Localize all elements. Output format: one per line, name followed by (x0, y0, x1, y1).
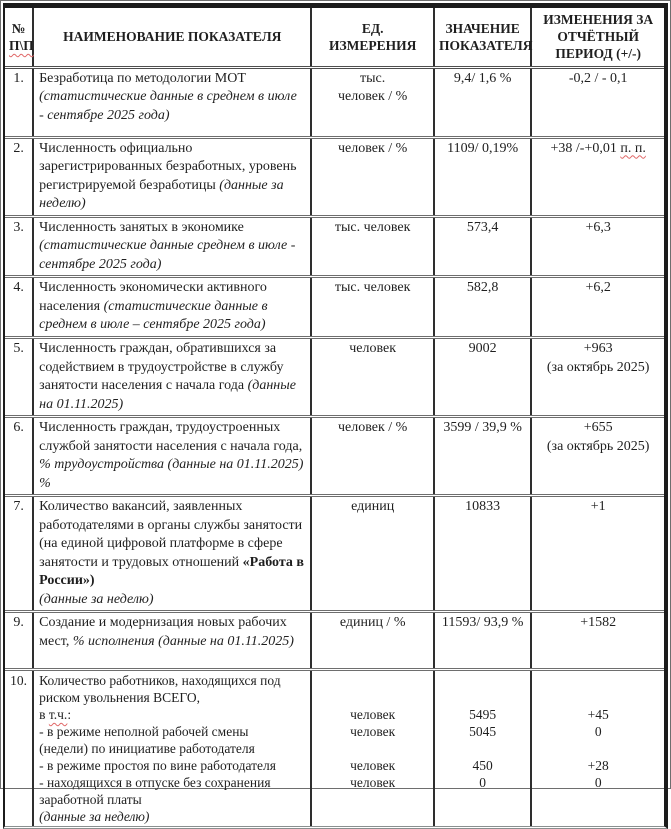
num-cell (5, 417, 33, 496)
text-segment: 10833 (465, 499, 501, 514)
text-segment: тыс. человек (334, 280, 411, 295)
text-line (536, 498, 660, 517)
text-line (316, 498, 429, 517)
change-cell (531, 67, 664, 137)
text-line (316, 219, 429, 238)
row-number: 4. (13, 280, 24, 295)
text-line (39, 689, 304, 706)
text-line (316, 70, 429, 89)
text-segment: 9,4/ 1,6 % (453, 70, 512, 86)
value-cell (434, 277, 531, 338)
value-cell (434, 67, 531, 137)
text-line (439, 672, 526, 689)
value-cell (434, 612, 531, 670)
text-line (438, 37, 533, 54)
text-line (39, 498, 304, 591)
text-line (39, 614, 304, 651)
change-cell (531, 137, 664, 216)
row-number: 2. (13, 140, 24, 156)
value-cell (434, 216, 531, 277)
text-segment: 9002 (468, 341, 497, 356)
text-segment: - находящихся в отпуске без сохранения (39, 775, 271, 790)
text-segment: % исполнения (данные на 01.11.2025) (72, 633, 294, 649)
text-segment: Численность экономически активного населения (39, 280, 267, 314)
text-line (439, 140, 526, 159)
text-segment: человек (350, 758, 396, 773)
num-cell (5, 612, 33, 670)
row-number: 10. (10, 673, 27, 688)
num-cell (5, 8, 33, 67)
header-row (5, 8, 664, 67)
text-line (536, 359, 660, 378)
text-segment: (данные на 01.11.2025) (39, 378, 296, 412)
num-cell (5, 338, 33, 417)
text-line (316, 419, 429, 438)
text-line (316, 774, 429, 791)
text-line (439, 723, 526, 740)
text-line (439, 774, 526, 791)
text-line (39, 791, 304, 808)
text-segment: риском увольнения ВСЕГО, (39, 690, 200, 705)
table-header (5, 8, 664, 67)
table-row (5, 277, 664, 338)
change-cell (531, 8, 664, 67)
text-line (536, 11, 660, 28)
text-line (536, 808, 660, 825)
text-line (316, 791, 429, 808)
text-segment: НАИМЕНОВАНИЕ ПОКАЗАТЕЛЯ (63, 29, 282, 45)
text-line (39, 672, 304, 689)
text-segment: ПОКАЗАТЕЛЯ (438, 37, 533, 53)
text-segment: -0,2 / - 0,1 (568, 70, 628, 86)
text-line (536, 740, 660, 757)
text-segment: человек (350, 707, 396, 722)
text-segment: (данные за неделю) (39, 177, 284, 211)
text-segment: +6,2 (585, 280, 611, 295)
name-cell (33, 8, 311, 67)
indicators-table-frame (3, 3, 668, 829)
text-segment: +1582 (580, 615, 617, 630)
text-line (316, 808, 429, 825)
text-line (39, 591, 304, 610)
row-number: 3. (13, 219, 24, 235)
row-number: 5. (13, 341, 24, 356)
text-segment: человек (350, 775, 396, 790)
text-segment: № (11, 20, 26, 36)
text-line (316, 20, 429, 37)
text-line (439, 20, 526, 37)
unit-cell (311, 612, 434, 670)
spellcheck-marked-text: П\П (9, 37, 34, 53)
text-segment: 1109/ 0,19% (447, 140, 519, 156)
value-cell (434, 496, 531, 612)
text-line (536, 723, 660, 740)
text-line (439, 689, 526, 706)
text-line (536, 419, 660, 438)
text-line (316, 706, 429, 723)
name-cell (33, 338, 311, 417)
text-segment: 582,8 (466, 280, 499, 295)
table-row (5, 670, 664, 827)
name-cell (33, 612, 311, 670)
name-cell (33, 67, 311, 137)
text-segment: +963 (583, 341, 613, 356)
text-segment: - в режиме неполной рабочей смены (39, 724, 249, 739)
text-segment: в (39, 707, 49, 722)
value-cell (434, 8, 531, 67)
value-cell (434, 338, 531, 417)
text-line (536, 706, 660, 723)
num-cell (5, 670, 33, 827)
text-segment: (за октябрь 2025) (546, 438, 650, 454)
text-segment: +655 (583, 420, 613, 435)
text-segment: ИЗМЕРЕНИЯ (328, 37, 417, 53)
change-cell (531, 670, 664, 827)
text-segment: +6,3 (585, 219, 611, 235)
row-number: 6. (13, 420, 24, 435)
text-segment: Численность занятых в экономике (39, 219, 244, 235)
text-segment: человек / % (337, 420, 408, 435)
num-cell (5, 137, 33, 216)
text-segment: Численность официально зарегистрированных безработных, уровень регистрируемой безработицы (39, 140, 297, 193)
indicators-table (5, 8, 664, 826)
text-line (439, 614, 526, 633)
unit-cell (311, 338, 434, 417)
unit-cell (311, 277, 434, 338)
text-line (536, 219, 660, 238)
row-number: 7. (13, 499, 24, 514)
text-line (316, 740, 429, 757)
text-line (536, 438, 660, 457)
unit-cell (311, 216, 434, 277)
text-segment: человек / % (337, 140, 408, 156)
text-segment: : (67, 707, 72, 722)
text-segment: (статистические данные в среднем в июле – сентябре 2025 года) (39, 298, 268, 332)
text-segment: 11593/ 93,9 % (441, 615, 524, 630)
table-row (5, 216, 664, 277)
text-segment: +45 (587, 707, 609, 722)
text-segment: Численность граждан, обратившихся за содействием в трудоустройстве в службу занятости населения с начала года (39, 341, 284, 393)
text-segment: тыс. (360, 70, 386, 86)
text-segment: +1 (590, 499, 606, 514)
text-segment: 0 (479, 775, 487, 790)
text-line (316, 37, 429, 54)
text-line (439, 498, 526, 517)
change-cell (531, 612, 664, 670)
text-line (536, 791, 660, 808)
text-line (39, 723, 304, 740)
text-segment: (статистические данные в среднем в июле - сентябре 2025 года) (39, 89, 297, 123)
table-body (5, 67, 664, 826)
text-segment: ЕД. (361, 20, 384, 36)
text-line (536, 774, 660, 791)
text-segment: ЗНАЧЕНИЕ (445, 20, 520, 36)
text-segment: человек (349, 341, 397, 356)
text-line (38, 28, 306, 45)
text-segment: (недели) по инициативе работодателя (39, 741, 255, 756)
text-segment: 0 (594, 775, 602, 790)
text-line (439, 757, 526, 774)
unit-cell (311, 670, 434, 827)
text-segment: ПЕРИОД (+/-) (555, 46, 642, 62)
text-line (439, 70, 526, 89)
text-segment: человек (350, 724, 396, 739)
text-line (439, 808, 526, 825)
text-segment: заработной платы (39, 792, 142, 807)
table-row (5, 612, 664, 670)
num-cell (5, 277, 33, 338)
text-segment: 0 (594, 724, 602, 739)
text-line (39, 808, 304, 825)
text-line (439, 740, 526, 757)
text-segment: Количество вакансий, заявленных работодателями в органы службы занятости (на единой цифровой платформе в сфере занятости и трудовых отношений (39, 499, 303, 570)
text-line (536, 70, 660, 89)
text-line (39, 279, 304, 335)
text-segment: +28 (587, 758, 609, 773)
text-line (316, 757, 429, 774)
name-cell (33, 417, 311, 496)
text-segment: 3599 / 39,9 % (443, 420, 522, 435)
text-segment: 450 (472, 758, 493, 773)
text-segment: 5045 (469, 724, 497, 739)
change-cell (531, 417, 664, 496)
text-segment: Безработица по методологии МОТ (39, 70, 246, 86)
text-segment: 573,4 (466, 219, 499, 235)
text-segment: единиц (351, 499, 395, 514)
text-segment: единиц / % (339, 615, 406, 630)
name-cell (33, 496, 311, 612)
text-segment: (данные за неделю) (39, 809, 150, 824)
unit-cell (311, 8, 434, 67)
text-line (439, 219, 526, 238)
text-segment: тыс. человек (334, 219, 411, 235)
table-row (5, 137, 664, 216)
name-cell (33, 277, 311, 338)
text-line (39, 740, 304, 757)
text-line (39, 774, 304, 791)
table-row (5, 417, 664, 496)
text-line (9, 37, 34, 54)
table-row (5, 67, 664, 137)
text-line (536, 614, 660, 633)
unit-cell (311, 67, 434, 137)
text-line (439, 419, 526, 438)
text-line (536, 45, 660, 62)
text-segment: Численность граждан, трудоустроенных службой занятости населения с начала года, (39, 420, 303, 454)
spellcheck-marked-text: п. п. (620, 140, 646, 156)
change-cell (531, 216, 664, 277)
unit-cell (311, 137, 434, 216)
text-line (439, 279, 526, 298)
text-line (39, 706, 304, 723)
text-line (439, 340, 526, 359)
unit-cell (311, 417, 434, 496)
num-cell (5, 496, 33, 612)
num-cell (5, 216, 33, 277)
text-line (9, 20, 28, 37)
change-cell (531, 496, 664, 612)
text-segment: % трудоустройства (данные на 01.11.2025) % (39, 457, 304, 491)
text-segment: - в режиме простоя по вине работодателя (39, 758, 276, 773)
text-line (536, 672, 660, 689)
value-cell (434, 137, 531, 216)
text-line (439, 706, 526, 723)
name-cell (33, 216, 311, 277)
text-segment: «Работа в России») (39, 554, 304, 588)
text-segment: человек / % (337, 89, 408, 104)
text-line (536, 28, 660, 45)
text-segment: (данные за неделю) (39, 591, 154, 607)
name-cell (33, 670, 311, 827)
text-line (316, 689, 429, 706)
row-number: 1. (13, 70, 24, 86)
value-cell (434, 417, 531, 496)
text-line (39, 419, 304, 493)
text-line (39, 219, 304, 275)
text-segment: Создание и модернизация новых рабочих мест, (39, 615, 287, 649)
change-cell (531, 277, 664, 338)
text-line (536, 279, 660, 298)
text-line (536, 140, 660, 159)
row-number: 9. (13, 615, 24, 630)
text-line (39, 340, 304, 414)
text-line (536, 340, 660, 359)
text-segment: (статистические данные среднем в июле - сентябре 2025 года) (39, 238, 296, 272)
unit-cell (311, 496, 434, 612)
text-line (39, 757, 304, 774)
table-row (5, 496, 664, 612)
text-segment: ИЗМЕНЕНИЯ ЗА (543, 12, 654, 28)
text-line (536, 757, 660, 774)
num-cell (5, 67, 33, 137)
text-line (316, 279, 429, 298)
text-line (536, 689, 660, 706)
text-line (316, 723, 429, 740)
text-segment: 5495 (469, 707, 497, 722)
text-segment: Количество работников, находящихся под (39, 673, 281, 688)
value-cell (434, 670, 531, 827)
text-segment: ОТЧЁТНЫЙ (557, 29, 640, 45)
change-cell (531, 338, 664, 417)
text-line (439, 791, 526, 808)
text-line (39, 140, 304, 214)
text-line (316, 140, 429, 159)
spellcheck-marked-text: т.ч. (48, 707, 68, 722)
text-line (39, 70, 304, 126)
text-line (316, 340, 429, 359)
text-line (316, 88, 429, 107)
text-segment: +38 /-+0,01 (550, 140, 621, 156)
table-row (5, 338, 664, 417)
text-line (316, 672, 429, 689)
text-line (316, 614, 429, 633)
text-segment: (за октябрь 2025) (546, 359, 650, 375)
name-cell (33, 137, 311, 216)
